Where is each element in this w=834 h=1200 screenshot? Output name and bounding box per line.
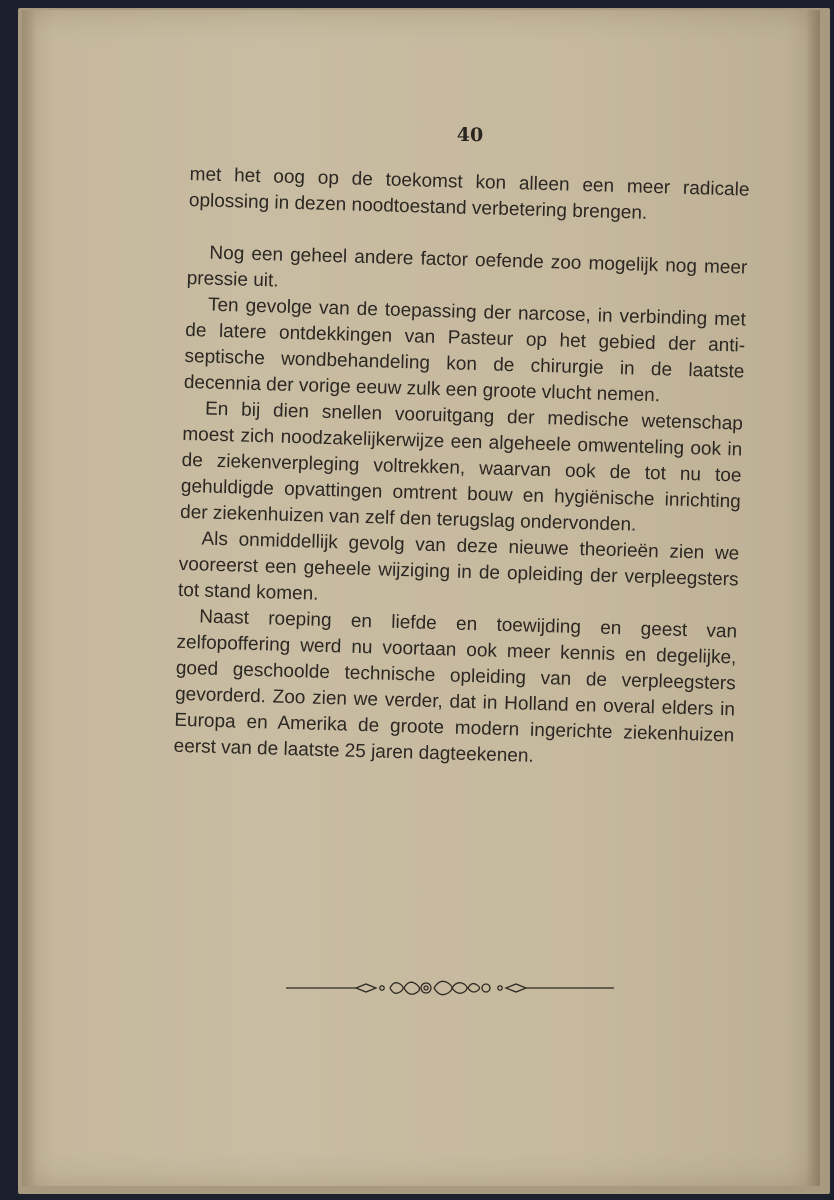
paragraph: Nog een geheel andere factor oefende zoo mogelijk nog meer pressie uit. (186, 242, 748, 292)
paragraph: Als onmiddellijk gevolg van deze nieuwe theorieën zien we vooreerst een geheele wijziging in de opleiding der verpleegsters tot stand komen. (177, 528, 740, 605)
paragraph: Naast roeping en liefde en toewijding en geest van zelfopoffering werd nu voortaan ook meer kennis en degelijke, goed geschoolde technische opleiding van de verpleegsters gevorderd. Zoo zien we verder, dat in Holland en overal elders in Europa en Amerika de groote modern ingerichte ziekenhuizen eerst van de laatste 25 jaren dagteekenen. (173, 606, 738, 767)
body-text (173, 162, 749, 775)
page-number: 40 (456, 124, 484, 146)
decorative-divider-icon (286, 976, 614, 1000)
paragraph: Ten gevolge van de toepassing der narcose, in verbinding met de latere ontdekkingen van Pasteur op het gebied der anti-septische wondbehandeling kon de chirurgie in de laatste decennia der vorige eeuw zulk een groote vlucht nemen. (183, 294, 747, 407)
page-outer-edge (806, 10, 820, 1186)
paragraph: met het oog op de toekomst kon alleen een meer radicale oplossing in dezen noodtoestand verbetering brengen. (188, 163, 750, 224)
paragraph: En bij dien snellen vooruitgang der medische wetenschap moest zich noodzakelijkerwijze een algeheele omwenteling ook in de ziekenverpleging voltrekken, waarvan ook de tot nu toe gehuldigde opvattingen omtrent bouw en hygiënische inrichting der ziekenhuizen van zelf den terugslag ondervonden. (179, 398, 744, 536)
page-binding-edge (22, 10, 36, 1186)
